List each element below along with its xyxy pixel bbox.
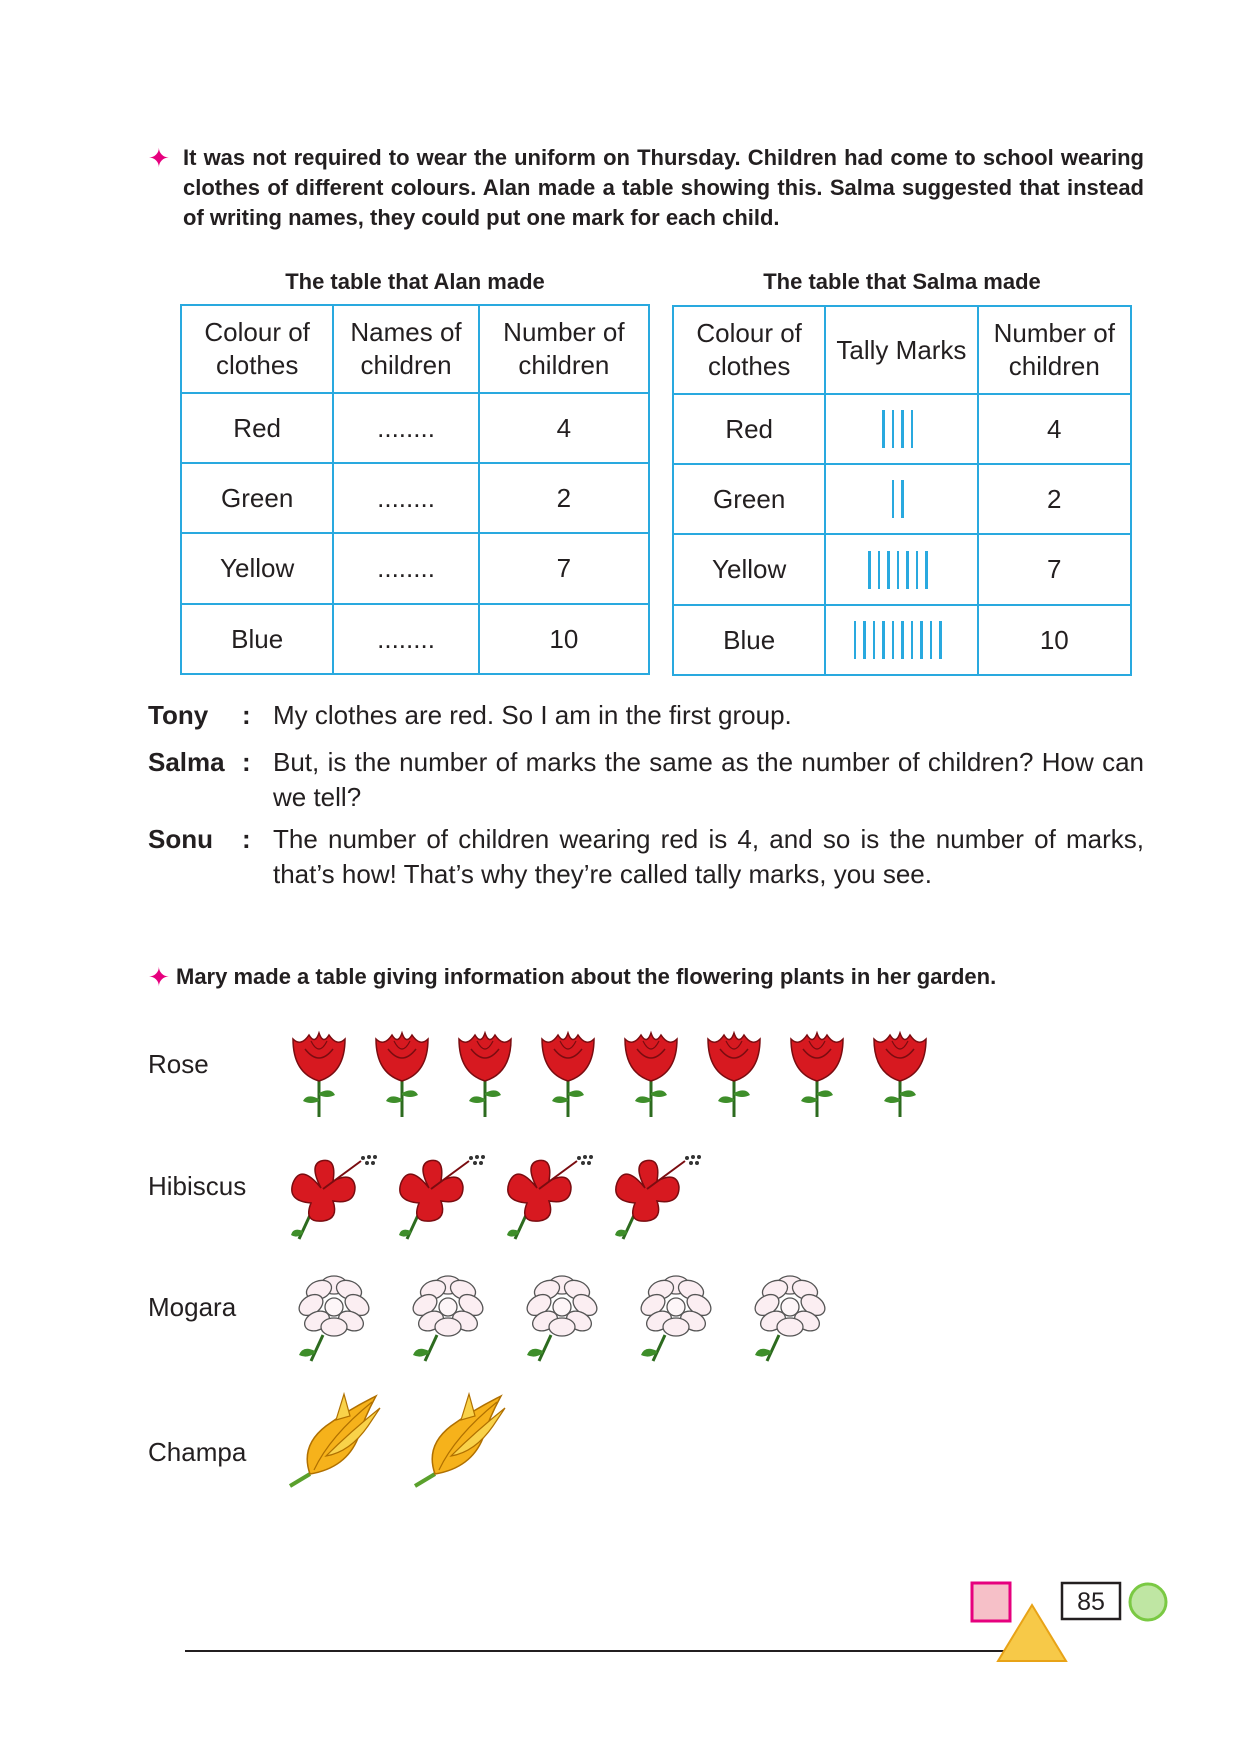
tally-mark <box>901 480 904 518</box>
champa-row <box>277 1386 527 1496</box>
bullet-star-icon: ✦ <box>148 962 170 992</box>
dialogue-tony <box>148 698 1144 738</box>
table-row <box>181 604 649 674</box>
rose-icon <box>775 1018 858 1123</box>
salma-number-cell: 7 <box>978 534 1131 605</box>
rose-icon <box>277 1018 360 1123</box>
bullet-star-icon: ✦ <box>148 143 170 173</box>
salma-number-cell: 10 <box>978 605 1131 675</box>
tally-marks-cell <box>825 394 977 464</box>
mogara-row <box>277 1262 847 1367</box>
tally-mark <box>892 410 895 448</box>
rose-icon <box>360 1018 443 1123</box>
dialogue-text: My clothes are red. So I am in the first group. <box>273 700 792 730</box>
table-row <box>181 533 649 604</box>
alan-colour-cell: Red <box>181 393 333 463</box>
alan-header-colour: Colour of clothes <box>181 305 333 393</box>
alan-table-caption: The table that Alan made <box>285 269 545 294</box>
hibiscus-icon <box>385 1140 493 1245</box>
alan-number-cell: 4 <box>479 393 649 463</box>
mogara-icon <box>733 1262 847 1367</box>
table-row <box>181 463 649 533</box>
circle-icon <box>1130 1584 1166 1620</box>
flower-label-hibiscus: Hibiscus <box>148 1171 247 1201</box>
page-number: 85 <box>1077 1588 1105 1616</box>
salma-header-number: Number of children <box>978 306 1131 394</box>
hibiscus-row <box>277 1140 709 1245</box>
table-row <box>673 464 1131 534</box>
tally-mark <box>873 621 876 659</box>
hibiscus-icon <box>277 1140 385 1245</box>
tally-mark <box>882 621 885 659</box>
salma-number-cell: 4 <box>978 394 1131 464</box>
tally-marks-cell <box>825 534 977 605</box>
champa-icon <box>277 1386 402 1496</box>
dialogue-salma <box>148 745 1144 817</box>
rose-row <box>277 1018 941 1123</box>
dialogue-sonu <box>148 822 1144 894</box>
tally-mark <box>901 410 904 448</box>
tally-mark <box>906 551 909 589</box>
tally-marks <box>892 480 911 518</box>
tally-mark <box>863 621 866 659</box>
mogara-icon <box>619 1262 733 1367</box>
tally-mark <box>916 551 919 589</box>
alan-table <box>180 304 650 675</box>
table-row <box>673 394 1131 464</box>
tally-marks-cell <box>825 464 977 534</box>
tally-marks <box>882 410 920 448</box>
table-row <box>673 534 1131 605</box>
tally-mark <box>911 410 914 448</box>
flower-label-mogara: Mogara <box>148 1292 237 1322</box>
speaker-name: Salma <box>148 747 225 777</box>
tally-mark <box>911 621 914 659</box>
tally-mark <box>920 621 923 659</box>
tally-mark <box>901 621 904 659</box>
mogara-icon <box>391 1262 505 1367</box>
salma-table-caption: The table that Salma made <box>763 269 1041 294</box>
speaker-name: Tony <box>148 700 209 730</box>
salma-table <box>672 305 1132 676</box>
flower-label-champa: Champa <box>148 1437 247 1467</box>
alan-number-cell: 10 <box>479 604 649 674</box>
tally-marks <box>868 551 935 589</box>
tally-mark <box>854 621 857 659</box>
hibiscus-icon <box>493 1140 601 1245</box>
dialogue-text: The number of children wearing red is 4, and so is the number of marks, that’s how! That’s why they’re called tally marks, you see. <box>273 824 1144 889</box>
rose-icon <box>609 1018 692 1123</box>
square-icon <box>972 1583 1010 1621</box>
footer-rule <box>185 1650 1015 1652</box>
tally-mark <box>878 551 881 589</box>
alan-colour-cell: Green <box>181 463 333 533</box>
salma-colour-cell: Yellow <box>673 534 825 605</box>
table-row <box>673 605 1131 675</box>
salma-colour-cell: Blue <box>673 605 825 675</box>
tally-mark <box>892 621 895 659</box>
tally-mark <box>897 551 900 589</box>
mogara-icon <box>505 1262 619 1367</box>
table-row <box>181 393 649 463</box>
speaker-colon: : <box>242 824 251 854</box>
rose-icon <box>526 1018 609 1123</box>
alan-names-cell: ........ <box>333 393 478 463</box>
dialogue-text: But, is the number of marks the same as the number of children? How can we tell? <box>273 747 1144 812</box>
tally-mark <box>868 551 871 589</box>
tally-marks <box>854 621 949 659</box>
tally-mark <box>939 621 942 659</box>
tally-mark <box>930 621 933 659</box>
salma-colour-cell: Red <box>673 394 825 464</box>
salma-header-tally: Tally Marks <box>825 306 977 394</box>
mary-intro: Mary made a table giving information about the flowering plants in her garden. <box>176 964 997 989</box>
tally-mark <box>925 551 928 589</box>
alan-number-cell: 2 <box>479 463 649 533</box>
alan-colour-cell: Yellow <box>181 533 333 604</box>
flower-label-rose: Rose <box>148 1049 209 1079</box>
speaker-colon: : <box>242 700 251 730</box>
alan-header-number: Number of children <box>479 305 649 393</box>
salma-colour-cell: Green <box>673 464 825 534</box>
alan-header-names: Names of children <box>333 305 478 393</box>
intro-paragraph: It was not required to wear the uniform on Thursday. Children had come to school wearing clothes of different colours. Alan made a table showing this. Salma suggested that instead of writing names, they could put one mark for each child. <box>183 145 1144 230</box>
alan-number-cell: 7 <box>479 533 649 604</box>
tally-mark <box>882 410 885 448</box>
rose-icon <box>858 1018 941 1123</box>
tally-marks-cell <box>825 605 977 675</box>
champa-icon <box>402 1386 527 1496</box>
mogara-icon <box>277 1262 391 1367</box>
hibiscus-icon <box>601 1140 709 1245</box>
salma-number-cell: 2 <box>978 464 1131 534</box>
alan-names-cell: ........ <box>333 533 478 604</box>
tally-mark <box>892 480 895 518</box>
salma-header-colour: Colour of clothes <box>673 306 825 394</box>
alan-colour-cell: Blue <box>181 604 333 674</box>
speaker-colon: : <box>242 747 251 777</box>
rose-icon <box>692 1018 775 1123</box>
alan-names-cell: ........ <box>333 463 478 533</box>
alan-names-cell: ........ <box>333 604 478 674</box>
tally-mark <box>887 551 890 589</box>
speaker-name: Sonu <box>148 824 213 854</box>
rose-icon <box>443 1018 526 1123</box>
